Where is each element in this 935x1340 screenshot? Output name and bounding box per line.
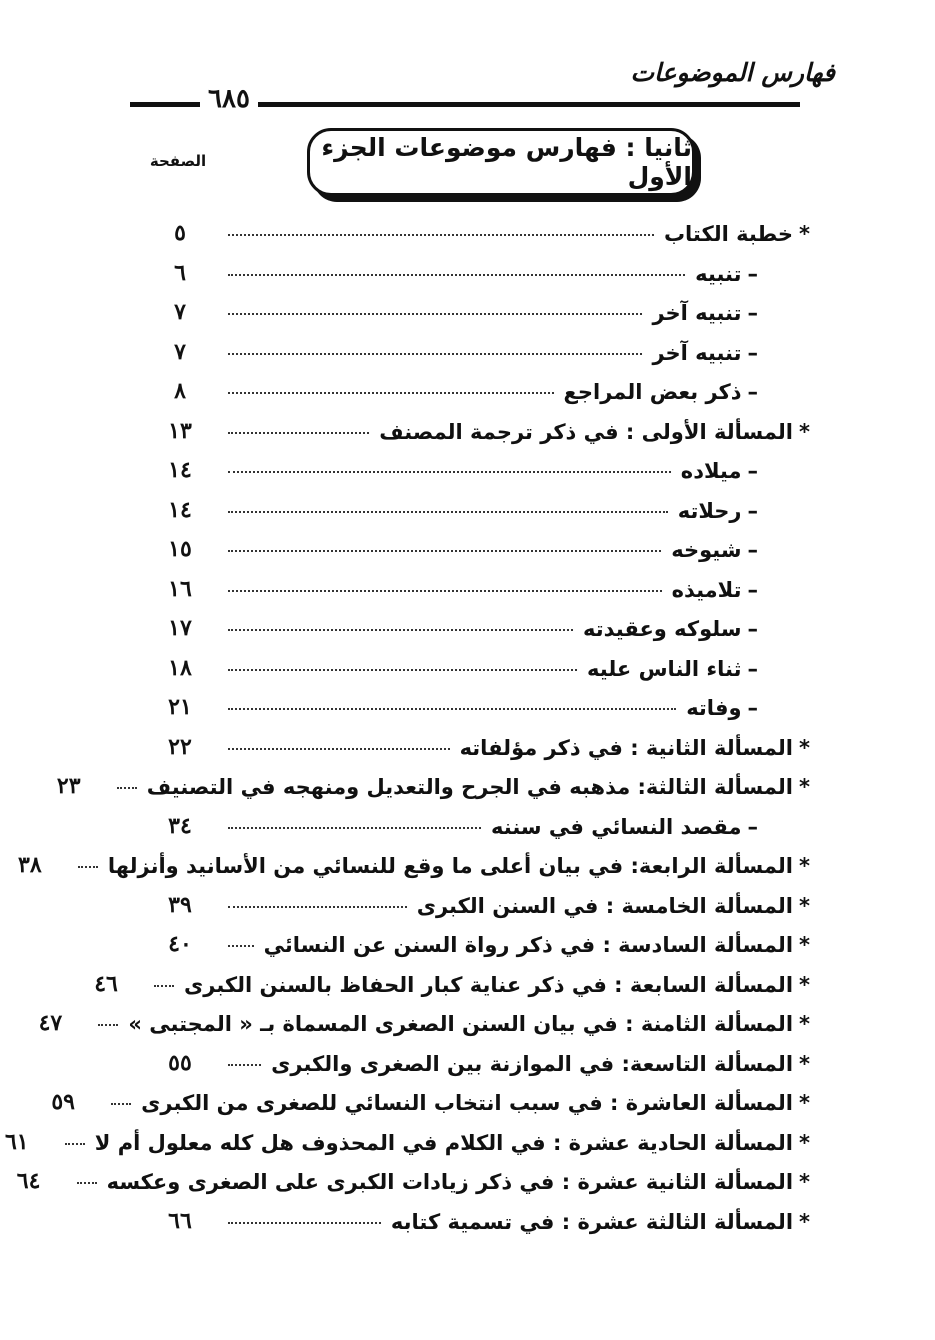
toc-entry-title: تنبيه آخر (652, 301, 742, 325)
toc-entry-page: ١٨ (168, 654, 192, 681)
toc-entry-title: شيوخه (671, 538, 742, 562)
toc-entry-page: ٧ (174, 338, 186, 365)
section-title-box (307, 128, 695, 196)
toc-entry-page: ٤٧ (38, 1010, 63, 1036)
toc-entry-title: المسألة السادسة : في ذكر رواة السنن عن النسائي (263, 933, 794, 957)
toc-entry-title: رحلاته (677, 498, 742, 523)
toc-entry-title: المسألة العاشرة : في سبب انتخاب النسائي للصغرى من الكبرى (141, 1091, 794, 1115)
dot-leader (228, 471, 671, 473)
dot-leader (228, 550, 661, 552)
toc-entry-title: مقصد النسائي في سننه (491, 814, 742, 839)
toc-entry-page: ٣٨ (18, 852, 42, 878)
dash-marker: – (747, 656, 758, 681)
toc-entry (150, 1036, 810, 1076)
toc-entry-title: المسألة الأولى : في ذكر ترجمة المصنف (379, 419, 794, 444)
toc-entry-page: ٢٢ (168, 733, 192, 760)
dot-leader (65, 1143, 85, 1145)
toc-entry (150, 522, 810, 562)
toc-entry-page: ١٥ (168, 536, 192, 562)
dot-leader (228, 669, 577, 671)
toc-entry-title: تنبيه آخر (652, 340, 742, 365)
dot-leader (228, 629, 573, 631)
toc-entry (150, 680, 810, 720)
toc-entry-title: المسألة الحادية عشرة : في الكلام في المحذوف هل كله معلول أم لا (94, 1130, 794, 1155)
dot-leader (228, 945, 254, 947)
toc-entry-page: ١٦ (168, 575, 192, 602)
asterisk-marker: * (799, 1130, 810, 1155)
toc-entry-page: ٥٩ (51, 1089, 75, 1115)
toc-entry-title: المسألة الثالثة عشرة : في تسمية كتابه (390, 1209, 794, 1234)
toc-entry-title: المسألة الثانية عشرة : في ذكر زيادات الكبرى على الصغرى وعكسه (106, 1170, 794, 1194)
dot-leader (228, 748, 450, 750)
dash-marker: – (747, 301, 758, 325)
section-title: ثانيا : فهارس موضوعات الجزء الأول (321, 133, 692, 191)
toc-entry-title: تلاميذه (671, 577, 742, 602)
dot-leader (111, 1103, 131, 1105)
dash-marker: – (747, 814, 758, 839)
dash-marker: – (747, 261, 758, 286)
toc-entry-page: ٣٤ (168, 812, 192, 839)
toc-entry (150, 206, 810, 246)
toc-entry-page: ٢٣ (56, 773, 81, 799)
dot-leader (228, 511, 668, 513)
toc-entry (150, 601, 810, 641)
toc-entry-title: المسألة الثامنة : في بيان السنن الصغرى المسماة بـ « المجتبى » (128, 1012, 794, 1036)
toc-entry-page: ٥٥ (168, 1049, 192, 1076)
asterisk-marker: * (799, 1091, 810, 1115)
header-rule-left (130, 102, 200, 107)
toc-entry-page: ٦٦ (168, 1207, 192, 1234)
toc-entry-title: المسألة الثالثة: مذهبه في الجرح والتعديل ومنهجه في التصنيف (146, 775, 794, 799)
toc-entry (38, 996, 810, 1036)
toc-entry (150, 325, 810, 365)
asterisk-marker: * (799, 1170, 810, 1194)
toc-entry (150, 799, 810, 839)
dot-leader (228, 313, 642, 315)
dot-leader (78, 866, 98, 868)
toc-entry-page: ١٤ (168, 457, 192, 483)
page-number: ٦٨٥ (208, 84, 250, 114)
dot-leader (228, 590, 662, 592)
toc-entry (4, 1115, 810, 1155)
dash-marker: – (747, 340, 758, 365)
toc-entry (150, 285, 810, 325)
dot-leader (77, 1182, 97, 1184)
toc-entry-page: ١٧ (168, 615, 192, 641)
toc-entry-title: المسألة الخامسة : في السنن الكبرى (416, 893, 794, 918)
dot-leader (117, 787, 137, 789)
toc-entry-page: ١٤ (168, 496, 192, 523)
dot-leader (228, 827, 481, 829)
toc-entry-title: المسألة التاسعة: في الموازنة بين الصغرى والكبرى (271, 1051, 794, 1076)
toc-entry-page: ٦١ (4, 1128, 29, 1155)
dash-marker: – (747, 380, 758, 404)
toc-entry-title: ذكر بعض المراجع (563, 380, 742, 404)
dash-marker: – (747, 696, 758, 720)
toc-entry (150, 917, 810, 957)
asterisk-marker: * (799, 222, 810, 246)
toc-entry-page: ٣٩ (168, 891, 192, 918)
dot-leader (98, 1024, 118, 1026)
toc-entry (150, 641, 810, 681)
toc-entry-page: ٥ (174, 220, 186, 246)
toc-entry (150, 443, 810, 483)
asterisk-marker: * (799, 854, 810, 878)
toc-entry (150, 364, 810, 404)
dot-leader (228, 432, 369, 434)
asterisk-marker: * (799, 1209, 810, 1234)
page-column-label: الصفحة (149, 152, 207, 170)
toc-entry-title: المسألة الرابعة: في بيان أعلى ما وقع للنسائي من الأسانيد وأنزلها (107, 854, 794, 878)
toc-entry (16, 1154, 810, 1194)
dot-leader (154, 985, 174, 987)
header-rule-right (258, 102, 800, 107)
toc-entry-page: ٨ (174, 378, 186, 404)
running-title: فهارس الموضوعات (630, 58, 835, 87)
dot-leader (228, 234, 654, 236)
asterisk-marker: * (799, 775, 810, 799)
toc-entry-title: المسألة الثانية : في ذكر مؤلفاته (459, 735, 794, 760)
asterisk-marker: * (799, 972, 810, 997)
asterisk-marker: * (799, 933, 810, 957)
toc-entry-title: ميلاده (680, 459, 742, 483)
toc-entry (18, 838, 810, 878)
dot-leader (228, 1222, 381, 1224)
asterisk-marker: * (799, 735, 810, 760)
toc-entry-page: ١٣ (168, 417, 192, 444)
toc-entry (150, 720, 810, 760)
toc-entry-page: ٦٤ (16, 1168, 41, 1194)
toc-entry-page: ٦ (174, 259, 186, 286)
toc-entry-page: ٢١ (168, 694, 192, 720)
dash-marker: – (747, 577, 758, 602)
toc-entry (56, 759, 810, 799)
dot-leader (228, 353, 642, 355)
toc-entry (150, 246, 810, 286)
dot-leader (228, 274, 685, 276)
dash-marker: – (747, 498, 758, 523)
toc-entry-title: وفاته (686, 696, 742, 720)
toc-entry-page: ٤٠ (168, 931, 192, 957)
dash-marker: – (747, 459, 758, 483)
toc-entry (150, 1194, 810, 1234)
toc-entry-title: المسألة السابعة : في ذكر عناية كبار الحفاظ بالسنن الكبرى (184, 972, 794, 997)
asterisk-marker: * (799, 1012, 810, 1036)
toc-entry (94, 957, 810, 997)
toc-entry (51, 1075, 810, 1115)
toc-entry (150, 404, 810, 444)
dot-leader (228, 906, 407, 908)
toc-entry-title: سلوكه وعقيدته (583, 617, 742, 641)
dash-marker: – (747, 617, 758, 641)
dash-marker: – (747, 538, 758, 562)
toc-entry (150, 562, 810, 602)
asterisk-marker: * (799, 893, 810, 918)
toc-entry-title: ثناء الناس عليه (587, 656, 742, 681)
toc-entry-title: خطبة الكتاب (663, 222, 794, 246)
toc-entry (150, 878, 810, 918)
toc-entry (150, 483, 810, 523)
asterisk-marker: * (799, 1051, 810, 1076)
toc-entry-title: تنبيه (695, 261, 742, 286)
dot-leader (228, 1064, 261, 1066)
toc-entry-page: ٧ (174, 299, 186, 325)
dot-leader (228, 392, 554, 394)
dot-leader (228, 708, 676, 710)
asterisk-marker: * (799, 419, 810, 444)
toc-entry-page: ٤٦ (94, 970, 118, 997)
